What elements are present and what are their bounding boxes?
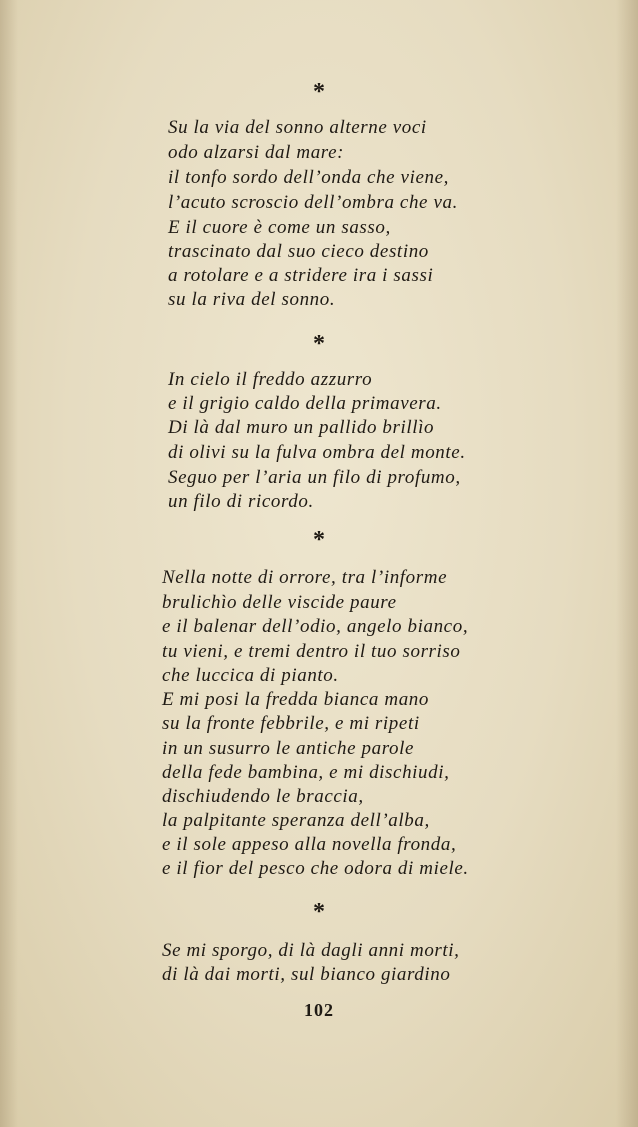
poem-line: della fede bambina, e mi dischiudi, [162, 762, 450, 783]
poem-line: e il grigio caldo della primavera. [168, 393, 442, 414]
poem-line: In cielo il freddo azzurro [168, 369, 373, 390]
poem-line: su la riva del sonno. [168, 289, 336, 310]
poem-line: odo alzarsi dal mare: [168, 142, 345, 163]
poem-line: Seguo per l’aria un filo di profumo, [168, 467, 461, 488]
poem-line: che luccica di pianto. [162, 665, 339, 686]
poem-line: l’acuto scroscio dell’ombra che va. [168, 192, 458, 213]
poem-line: di là dai morti, sul bianco giardino [162, 964, 451, 985]
poem-line: tu vieni, e tremi dentro il tuo sorriso [162, 641, 461, 662]
stanza-separator: * [313, 899, 325, 925]
poem-line: dischiudendo le braccia, [162, 786, 364, 807]
poem-line: Nella notte di orrore, tra l’informe [162, 567, 448, 588]
poem-line: e il sole appeso alla novella fronda, [162, 834, 457, 855]
stanza-separator: * [313, 331, 325, 357]
poem-line: la palpitante speranza dell’alba, [162, 810, 430, 831]
poem-line: Se mi sporgo, di là dagli anni morti, [162, 940, 460, 961]
poem-line: e il balenar dell’odio, angelo bianco, [162, 616, 469, 637]
poem-line: Su la via del sonno alterne voci [168, 117, 427, 138]
poem-line: brulichìo delle viscide paure [162, 592, 397, 613]
page-right-shadow [616, 0, 638, 1127]
poem-line: in un susurro le antiche parole [162, 738, 415, 759]
stanza-separator: * [313, 527, 325, 553]
stanza-separator: * [313, 79, 325, 105]
poem-line: di olivi su la fulva ombra del monte. [168, 442, 466, 463]
poem-line: un filo di ricordo. [168, 491, 314, 512]
poem-line: il tonfo sordo dell’onda che viene, [168, 167, 449, 188]
poem-line: su la fronte febbrile, e mi ripeti [162, 713, 420, 734]
poem-line: E il cuore è come un sasso, [168, 217, 391, 238]
page-left-shadow [0, 0, 18, 1127]
poem-line: Di là dal muro un pallido brillìo [168, 417, 435, 438]
poem-line: trascinato dal suo cieco destino [168, 241, 429, 262]
poem-line: e il fior del pesco che odora di miele. [162, 858, 469, 879]
poem-line: a rotolare e a stridere ira i sassi [168, 265, 434, 286]
poem-line: E mi posi la fredda bianca mano [162, 689, 429, 710]
page-number: 102 [304, 1000, 334, 1020]
